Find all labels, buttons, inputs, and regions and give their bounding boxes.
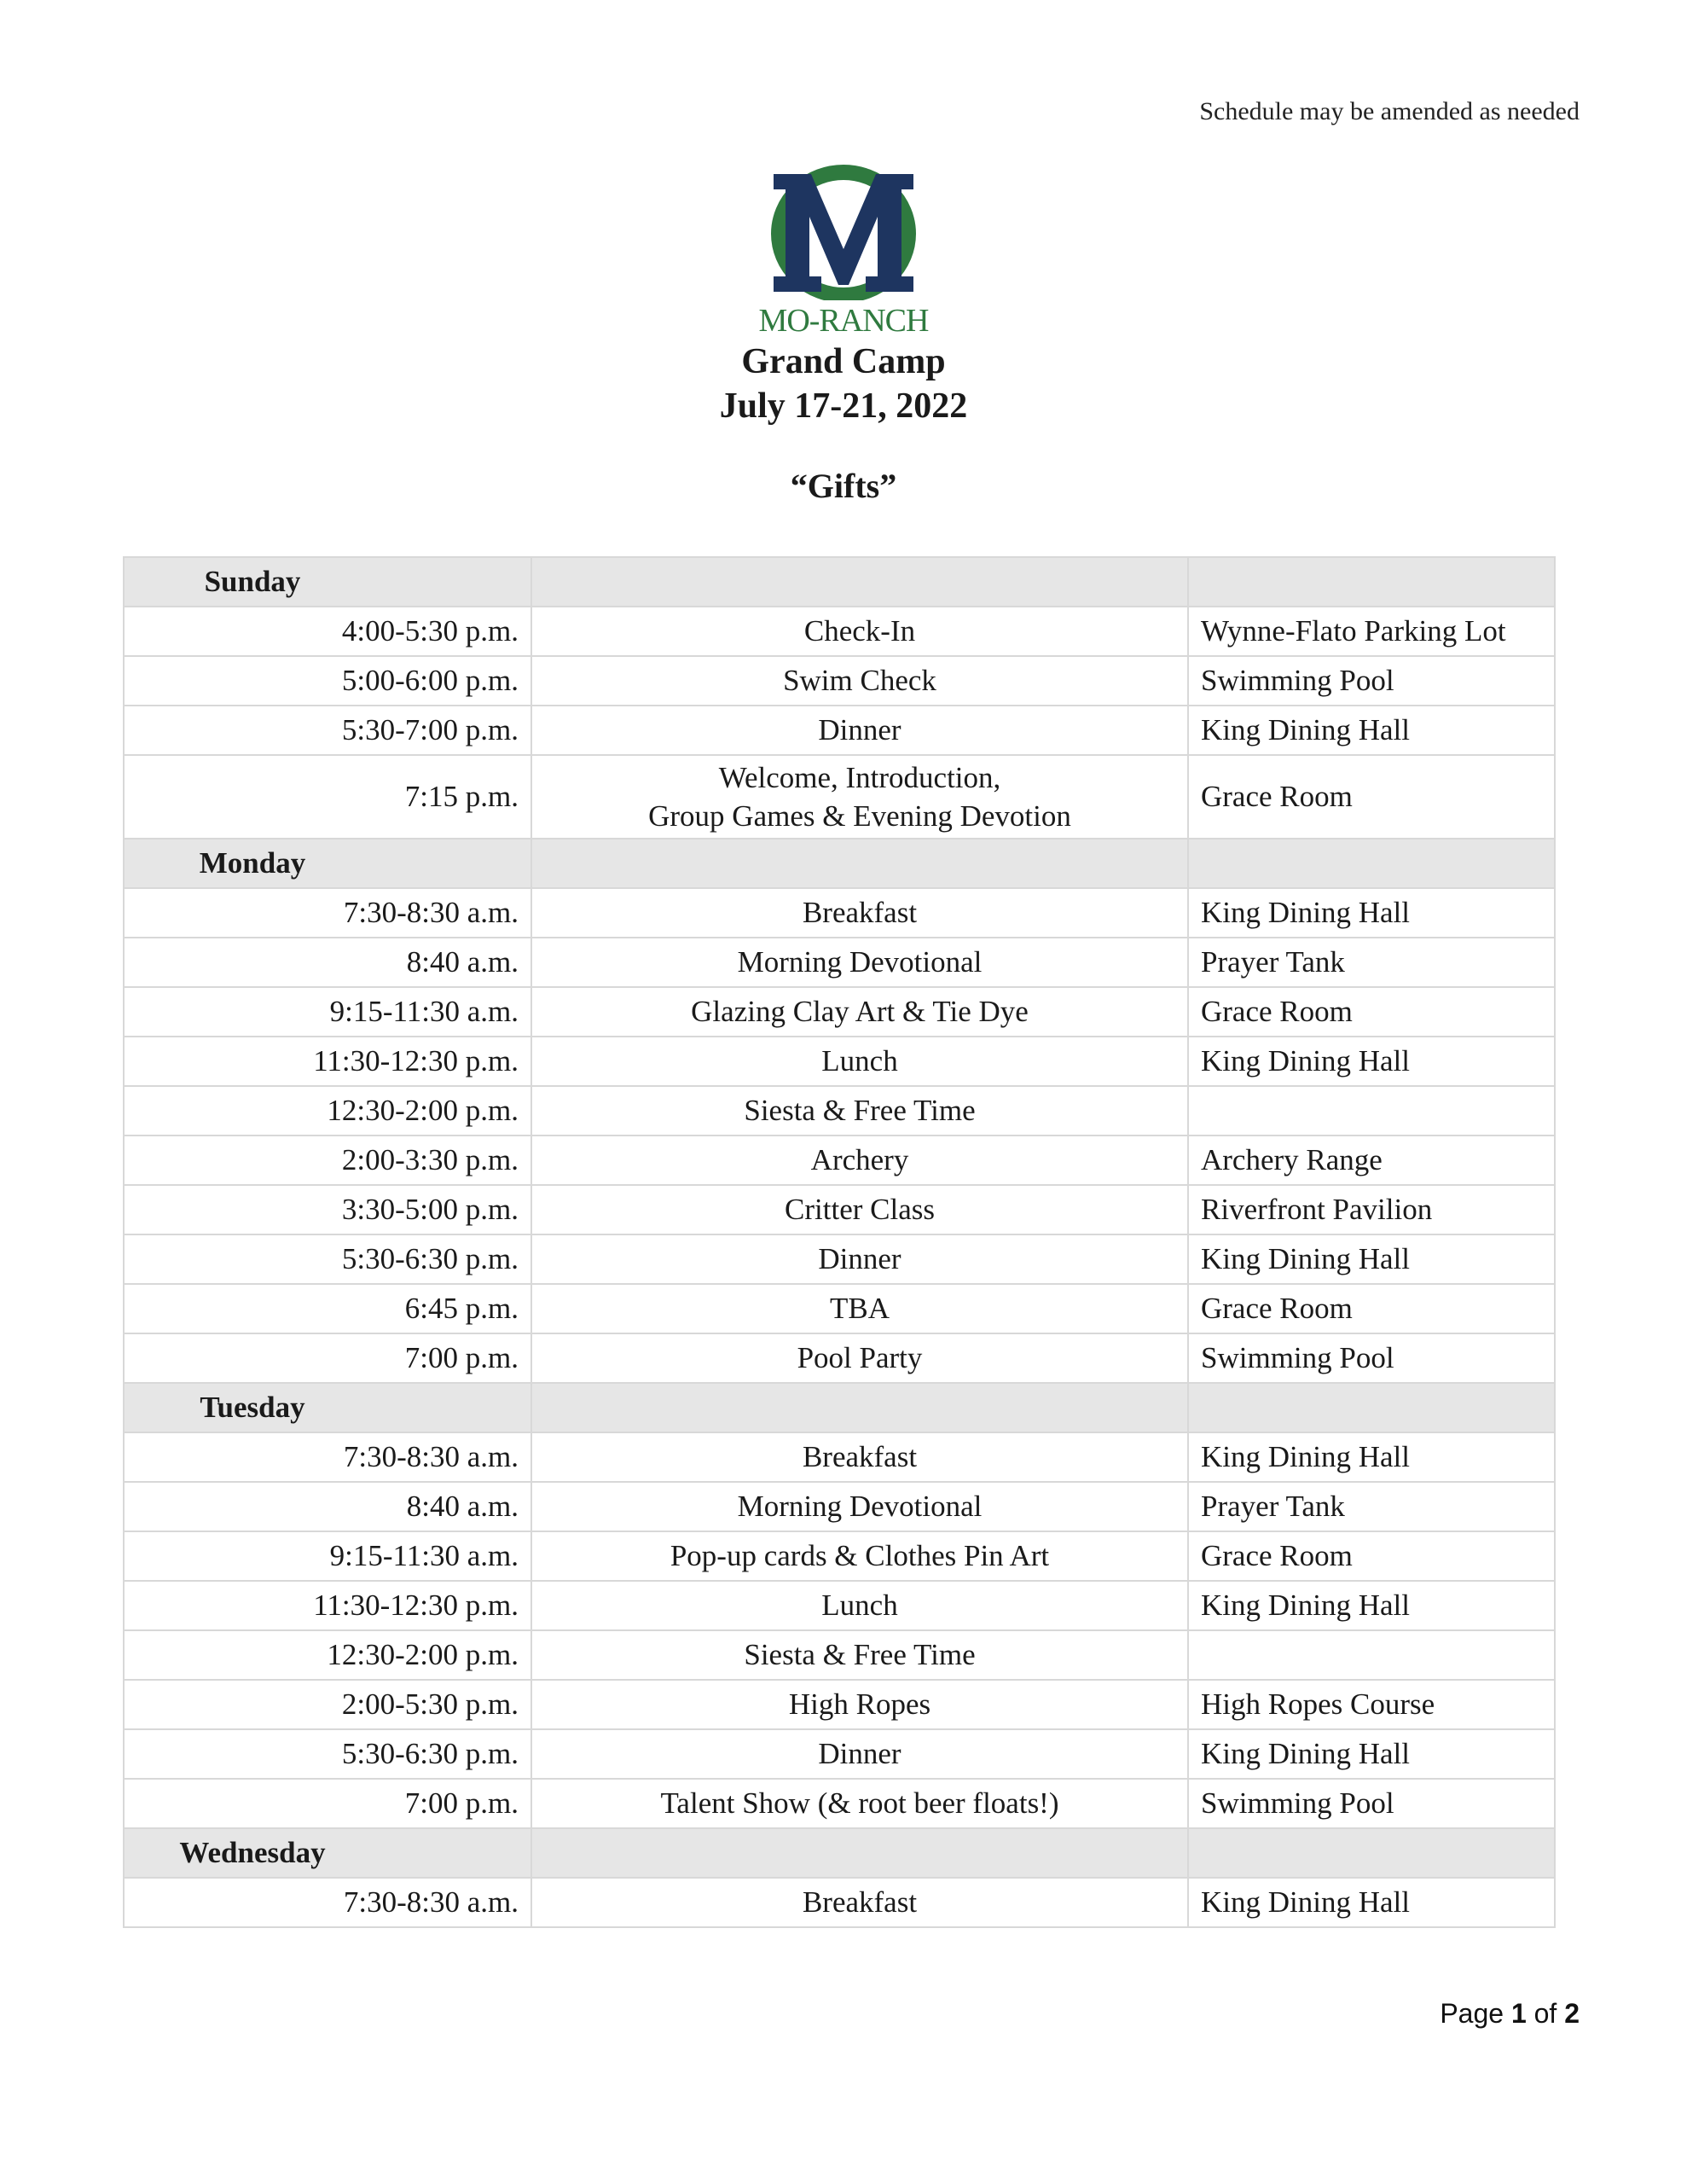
location-cell: Swimming Pool: [1188, 1333, 1555, 1383]
location-cell: Archery Range: [1188, 1136, 1555, 1185]
schedule-row: [124, 1729, 1555, 1779]
activity-text: Siesta & Free Time: [744, 1638, 976, 1671]
schedule-row: [124, 1779, 1555, 1828]
schedule-row: [124, 1284, 1555, 1333]
activity-text: Pool Party: [797, 1341, 923, 1374]
time-cell: 7:00 p.m.: [124, 1333, 531, 1383]
page-title: Grand Camp: [741, 342, 946, 381]
day-name-cell: [124, 1383, 531, 1432]
schedule-row: [124, 1037, 1555, 1086]
day-header-empty-cell: [1188, 1828, 1555, 1878]
activity-cell: [531, 1729, 1188, 1779]
logo-wordmark: MO-RANCH: [758, 303, 929, 339]
schedule-row: [124, 1086, 1555, 1136]
day-header-empty-cell: [531, 1828, 1188, 1878]
time-cell: 5:30-7:00 p.m.: [124, 706, 531, 755]
time-cell: 2:00-5:30 p.m.: [124, 1680, 531, 1729]
mo-ranch-emblem-icon: [767, 164, 920, 300]
time-cell: 7:30-8:30 a.m.: [124, 888, 531, 938]
time-cell: 4:00-5:30 p.m.: [124, 607, 531, 656]
activity-cell: [531, 938, 1188, 987]
schedule-row: [124, 987, 1555, 1037]
location-cell: Riverfront Pavilion: [1188, 1185, 1555, 1234]
activity-text: Morning Devotional: [737, 1490, 983, 1523]
day-name: Sunday: [204, 565, 301, 598]
activity-cell: [531, 706, 1188, 755]
location-cell: [1188, 1086, 1555, 1136]
activity-cell: [531, 1086, 1188, 1136]
activity-text: Dinner: [818, 713, 901, 746]
location-cell: Swimming Pool: [1188, 656, 1555, 706]
day-header-empty-cell: [531, 1383, 1188, 1432]
activity-text: Siesta & Free Time: [744, 1094, 976, 1127]
time-cell: 9:15-11:30 a.m.: [124, 1531, 531, 1581]
day-header-empty-cell: [1188, 557, 1555, 607]
time-cell: 8:40 a.m.: [124, 1482, 531, 1531]
time-cell: 3:30-5:00 p.m.: [124, 1185, 531, 1234]
location-cell: Swimming Pool: [1188, 1779, 1555, 1828]
activity-text: TBA: [830, 1292, 890, 1325]
location-cell: High Ropes Course: [1188, 1680, 1555, 1729]
location-cell: King Dining Hall: [1188, 1432, 1555, 1482]
schedule-table: [123, 556, 1556, 1928]
activity-cell: [531, 1779, 1188, 1828]
location-cell: King Dining Hall: [1188, 1729, 1555, 1779]
schedule-row: [124, 1531, 1555, 1581]
activity-text: Talent Show (& root beer floats!): [660, 1786, 1059, 1820]
schedule-row: [124, 888, 1555, 938]
location-cell: King Dining Hall: [1188, 1878, 1555, 1927]
activity-cell: [531, 1185, 1188, 1234]
time-cell: 12:30-2:00 p.m.: [124, 1630, 531, 1680]
activity-cell: [531, 1136, 1188, 1185]
location-cell: Prayer Tank: [1188, 938, 1555, 987]
time-cell: 9:15-11:30 a.m.: [124, 987, 531, 1037]
activity-text: Critter Class: [785, 1193, 935, 1226]
page-number: Page 1 of 2: [1440, 1998, 1580, 2029]
activity-text: Lunch: [821, 1044, 898, 1077]
time-cell: 11:30-12:30 p.m.: [124, 1581, 531, 1630]
schedule-row: [124, 1333, 1555, 1383]
schedule-row: [124, 1680, 1555, 1729]
amendment-note: Schedule may be amended as needed: [1199, 97, 1580, 125]
camp-theme: “Gifts”: [790, 467, 897, 505]
activity-cell: [531, 1581, 1188, 1630]
location-cell: King Dining Hall: [1188, 1037, 1555, 1086]
activity-cell: [531, 1531, 1188, 1581]
activity-cell: [531, 755, 1188, 839]
activity-cell: [531, 1234, 1188, 1284]
schedule-row: [124, 1878, 1555, 1927]
day-name-cell: [124, 557, 531, 607]
day-header-empty-cell: [531, 839, 1188, 888]
activity-cell: [531, 1333, 1188, 1383]
time-cell: 12:30-2:00 p.m.: [124, 1086, 531, 1136]
day-header-empty-cell: [1188, 839, 1555, 888]
activity-cell: [531, 1482, 1188, 1531]
activity-text: Dinner: [818, 1737, 901, 1770]
activity-text: Breakfast: [802, 1885, 918, 1919]
mo-ranch-logo: [0, 164, 1687, 340]
activity-line-2: Group Games & Evening Devotion: [648, 799, 1071, 833]
location-cell: Grace Room: [1188, 1284, 1555, 1333]
activity-text: Archery: [810, 1143, 909, 1176]
time-cell: 7:00 p.m.: [124, 1779, 531, 1828]
activity-text: Lunch: [821, 1589, 898, 1622]
activity-cell: [531, 1630, 1188, 1680]
location-cell: Grace Room: [1188, 755, 1555, 839]
location-cell: Grace Room: [1188, 987, 1555, 1037]
location-cell: Wynne-Flato Parking Lot: [1188, 607, 1555, 656]
time-cell: 5:30-6:30 p.m.: [124, 1729, 531, 1779]
location-cell: Grace Room: [1188, 1531, 1555, 1581]
activity-text: Breakfast: [802, 1440, 918, 1473]
activity-cell: [531, 888, 1188, 938]
day-name-cell: [124, 839, 531, 888]
event-dates: July 17-21, 2022: [719, 386, 968, 426]
time-cell: 8:40 a.m.: [124, 938, 531, 987]
schedule-row: [124, 1234, 1555, 1284]
schedule-row: [124, 1432, 1555, 1482]
day-header-row: [124, 1828, 1555, 1878]
schedule-row: [124, 1185, 1555, 1234]
time-cell: 11:30-12:30 p.m.: [124, 1037, 531, 1086]
activity-text: Glazing Clay Art & Tie Dye: [691, 995, 1029, 1028]
schedule-row: [124, 1136, 1555, 1185]
location-cell: Prayer Tank: [1188, 1482, 1555, 1531]
schedule-row: [124, 1581, 1555, 1630]
activity-cell: [531, 1284, 1188, 1333]
time-cell: 5:30-6:30 p.m.: [124, 1234, 531, 1284]
day-header-row: [124, 557, 1555, 607]
activity-text: Morning Devotional: [737, 945, 983, 979]
time-cell: 7:30-8:30 a.m.: [124, 1432, 531, 1482]
schedule-row: [124, 1630, 1555, 1680]
activity-text: Swim Check: [783, 664, 936, 697]
schedule-row: [124, 656, 1555, 706]
location-cell: King Dining Hall: [1188, 888, 1555, 938]
activity-cell: [531, 1037, 1188, 1086]
schedule-row: [124, 755, 1555, 839]
time-cell: 5:00-6:00 p.m.: [124, 656, 531, 706]
activity-cell: [531, 656, 1188, 706]
activity-text: High Ropes: [788, 1687, 931, 1721]
day-name: Tuesday: [200, 1391, 305, 1424]
schedule-row: [124, 938, 1555, 987]
day-header-empty-cell: [531, 557, 1188, 607]
schedule-row: [124, 607, 1555, 656]
activity-text: Dinner: [818, 1242, 901, 1275]
time-cell: 7:15 p.m.: [124, 755, 531, 839]
activity-text: Pop-up cards & Clothes Pin Art: [670, 1539, 1050, 1572]
activity-cell: [531, 1680, 1188, 1729]
schedule-row: [124, 706, 1555, 755]
day-header-row: [124, 839, 1555, 888]
activity-text: Breakfast: [802, 896, 918, 929]
time-cell: 6:45 p.m.: [124, 1284, 531, 1333]
location-cell: King Dining Hall: [1188, 1581, 1555, 1630]
day-name: Wednesday: [179, 1836, 326, 1869]
time-cell: 2:00-3:30 p.m.: [124, 1136, 531, 1185]
activity-cell: [531, 607, 1188, 656]
day-header-row: [124, 1383, 1555, 1432]
time-cell: 7:30-8:30 a.m.: [124, 1878, 531, 1927]
day-header-empty-cell: [1188, 1383, 1555, 1432]
day-name-cell: [124, 1828, 531, 1878]
activity-cell: [531, 1432, 1188, 1482]
location-cell: King Dining Hall: [1188, 1234, 1555, 1284]
location-cell: [1188, 1630, 1555, 1680]
schedule-row: [124, 1482, 1555, 1531]
activity-text: Check-In: [803, 614, 916, 648]
activity-cell: [531, 1878, 1188, 1927]
day-name: Monday: [199, 846, 306, 880]
activity-line-1: Welcome, Introduction,: [718, 760, 1001, 794]
activity-cell: [531, 987, 1188, 1037]
location-cell: King Dining Hall: [1188, 706, 1555, 755]
